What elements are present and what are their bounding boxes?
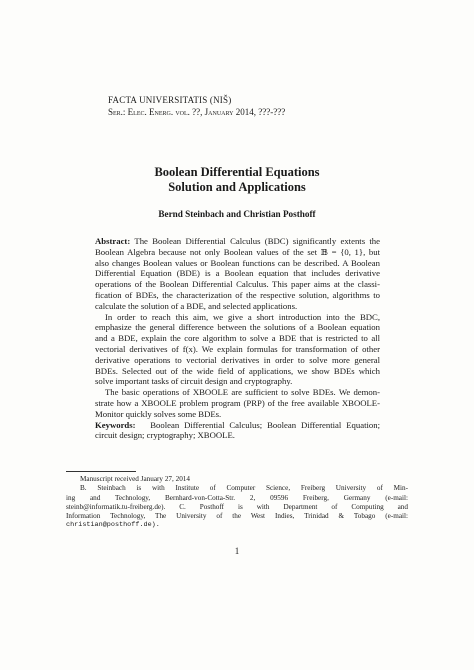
footnote-line: ing and Technology, Bernhard-von-Cotta-Str. 2, 09596 Freiberg, Germany (e-mail:: [66, 493, 408, 502]
abstract-line: [95, 236, 380, 247]
abstract-line: vectorial derivatives of f(x). We explain formulas for transformation of other: [95, 343, 380, 354]
abstract-text: The Boolean Differential Calculus (BDC) significantly extents the: [134, 236, 381, 246]
keywords-text: Boolean Differential Calculus; Boolean Differential Equation;: [150, 419, 380, 430]
abstract-line: operations of the Boolean Differential Calculus. This paper aims at the classi-: [95, 279, 380, 290]
keywords-line: [95, 420, 380, 431]
abstract-line: In order to reach this aim, we give a short introduction into the BDC,: [105, 311, 380, 322]
footnote-line: B. Steinbach is with Institute of Computer Science, Freiberg University of Min-: [80, 484, 408, 493]
abstract: [95, 236, 380, 441]
journal-header: [108, 95, 408, 118]
footnote-line: christian@posthoff.de).: [66, 521, 160, 530]
abstract-line: and a BDE, explain the core algorithm to solve a BDE that is restricted to all: [95, 333, 380, 344]
abstract-line: emphasize the general difference between the solutions of a Boolean equation: [95, 322, 380, 333]
abstract-label: Abstract:: [95, 236, 131, 246]
abstract-line: derivative operations to vectorial derivatives in order to solve more general: [95, 354, 380, 365]
paper-title-line-2: Solution and Applications: [168, 180, 306, 194]
abstract-line: also changes Boolean values or Boolean functions can be described. A Boolean: [95, 257, 380, 268]
abstract-line: solve important tasks of circuit design and cryptography.: [95, 376, 293, 387]
footnote-rule: [66, 471, 136, 472]
keywords-label: Keywords:: [95, 419, 136, 430]
footnote-line: Information Technology, The University of the West Indies, Trinidad & Tobago (e-mail:: [66, 512, 408, 521]
page-number: 1: [234, 546, 240, 556]
abstract-line: fication of BDEs, the characterization of the respective solution, algorithms to: [95, 289, 380, 300]
journal-issue: Ser.: Elec. Energ. vol. ??, January 2014, ???-???: [108, 106, 286, 117]
paper-title-line-1: Boolean Differential Equations: [154, 165, 320, 179]
journal-name: FACTA UNIVERSITATIS (NIŠ): [108, 95, 232, 105]
abstract-line: calculate the solution of a BDE, and selected applications.: [95, 300, 298, 311]
abstract-line: Differential Equation (BDE) is a Boolean equation that includes derivative: [95, 268, 380, 279]
abstract-line: strate how a XBOOLE problem program (PRP) of the free available XBOOLE-: [95, 397, 380, 408]
abstract-line: BDEs. Selected out of the wide field of applications, we show BDEs which: [95, 365, 380, 376]
footnote-line: steinb@informatik.tu-freiberg.de). C. Posthoff is with Department of Computing and: [66, 502, 408, 511]
footnote-line: Manuscript received January 27, 2014: [80, 475, 190, 483]
keywords-line: circuit design; cryptography; XBOOLE.: [95, 430, 235, 441]
paper-authors: Bernd Steinbach and Christian Posthoff: [158, 209, 316, 219]
footnotes: [66, 475, 408, 531]
abstract-line: The basic operations of XBOOLE are sufficient to solve BDEs. We demon-: [105, 387, 380, 398]
abstract-line: Monitor quickly solves some BDEs.: [95, 408, 222, 419]
abstract-line: Boolean Algebra because not only Boolean values of the set 𝔹 = {0, 1}, but: [95, 246, 380, 257]
